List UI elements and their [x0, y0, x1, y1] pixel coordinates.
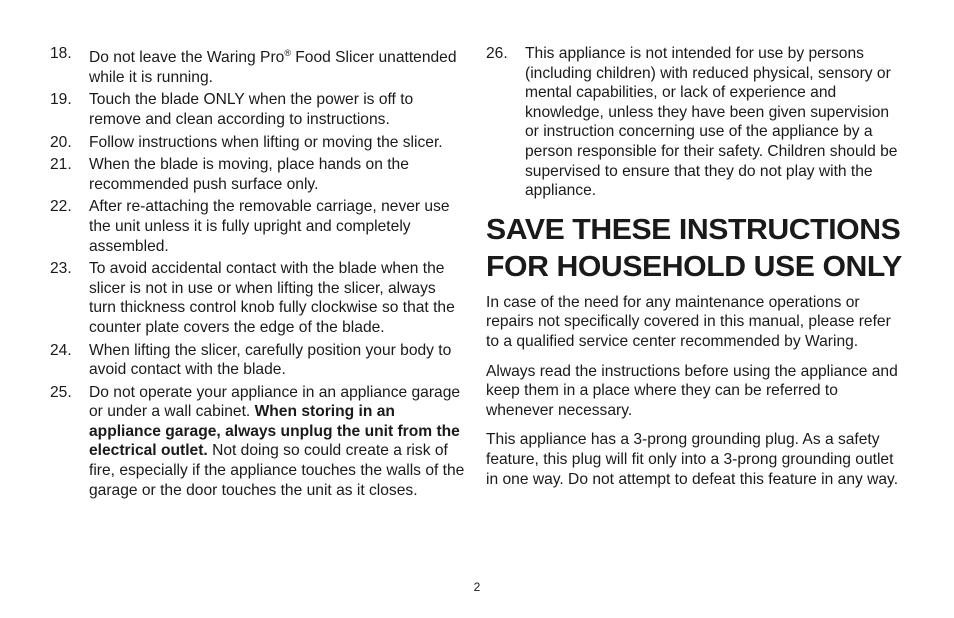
list-item-25	[50, 383, 465, 501]
heading-line-1: SAVE THESE INSTRUCTIONS	[486, 213, 901, 246]
item-text: This appliance is not intended for use by persons (including children) with reduced physical, sensory or mental capabilities, or lack of experience and knowledge, unless they have been given supervision or instruction concerning use of the appliance by a person responsible for their safety. Children should be supervised to ensure that they do not play with the appliance.	[525, 45, 898, 200]
left-column	[50, 44, 465, 503]
item-text: When the blade is moving, place hands on the recommended push surface only.	[89, 156, 409, 193]
item-number: 25.	[50, 383, 72, 401]
item-text: After re-attaching the removable carriage, never use the unit unless it is fully upright and completely assembled.	[89, 198, 450, 255]
right-column	[486, 44, 906, 499]
item-text-bold-warning: When storing in an appliance garage, always unplug the unit from the electrical outlet.	[89, 403, 460, 460]
list-item-20	[50, 133, 465, 153]
item-text-regular: Do not operate your appliance in an appliance garage or under a wall cabinet.	[89, 383, 461, 421]
list-item-18	[50, 44, 465, 87]
item-text: When lifting the slicer, carefully position your body to avoid contact with the blade.	[89, 341, 452, 379]
grounding-plug-paragraph: This appliance has a 3-prong grounding plug. As a safety feature, this plug will fit only into a 3-prong grounding outlet in one way. Do not attempt to defeat this feature in any way.	[486, 431, 899, 488]
item-text: Touch the blade ONLY when the power is off to remove and clean according to instructions.	[89, 91, 414, 128]
item-number: 19.	[50, 91, 72, 109]
item-text-regular-end: Not doing so could create a risk of fire, especially if the appliance touches the walls of the garage or the door touches the unit as it closes.	[89, 442, 465, 499]
item-number: 18.	[50, 45, 72, 62]
item-text: Do not leave the Waring Pro® Food Slicer unattended while it is running.	[89, 48, 457, 86]
item-text: To avoid accidental contact with the blade when the slicer is not in use or when lifting the slicer, always turn thickness control knob fully clockwise so that the counter plate covers the edge of the blade.	[89, 260, 455, 336]
list-item-19	[50, 90, 465, 129]
heading-line-2: FOR HOUSEHOLD USE ONLY	[486, 250, 902, 283]
item-number: 23.	[50, 260, 72, 278]
list-item-21	[50, 155, 465, 194]
list-item-26	[486, 44, 906, 201]
item-number: 26.	[486, 45, 508, 62]
item-number: 20.	[50, 133, 72, 151]
item-text	[89, 383, 465, 501]
list-item-24	[50, 341, 465, 380]
maintenance-paragraph: In case of the need for any maintenance operations or repairs not specifically covered in this manual, please refer to a qualified service center recommended by Waring.	[486, 293, 891, 350]
item-text: Follow instructions when lifting or moving the slicer.	[89, 133, 443, 151]
page-number: 2	[473, 580, 481, 594]
item-number: 22.	[50, 198, 72, 216]
item-number: 21.	[50, 156, 72, 174]
item-number: 24.	[50, 341, 72, 359]
section-heading	[486, 212, 931, 286]
list-item-23	[50, 259, 465, 337]
read-instructions-paragraph: Always read the instructions before using the appliance and keep them in a place where they can be referred to whenever necessary.	[486, 362, 898, 419]
list-item-22	[50, 197, 465, 256]
